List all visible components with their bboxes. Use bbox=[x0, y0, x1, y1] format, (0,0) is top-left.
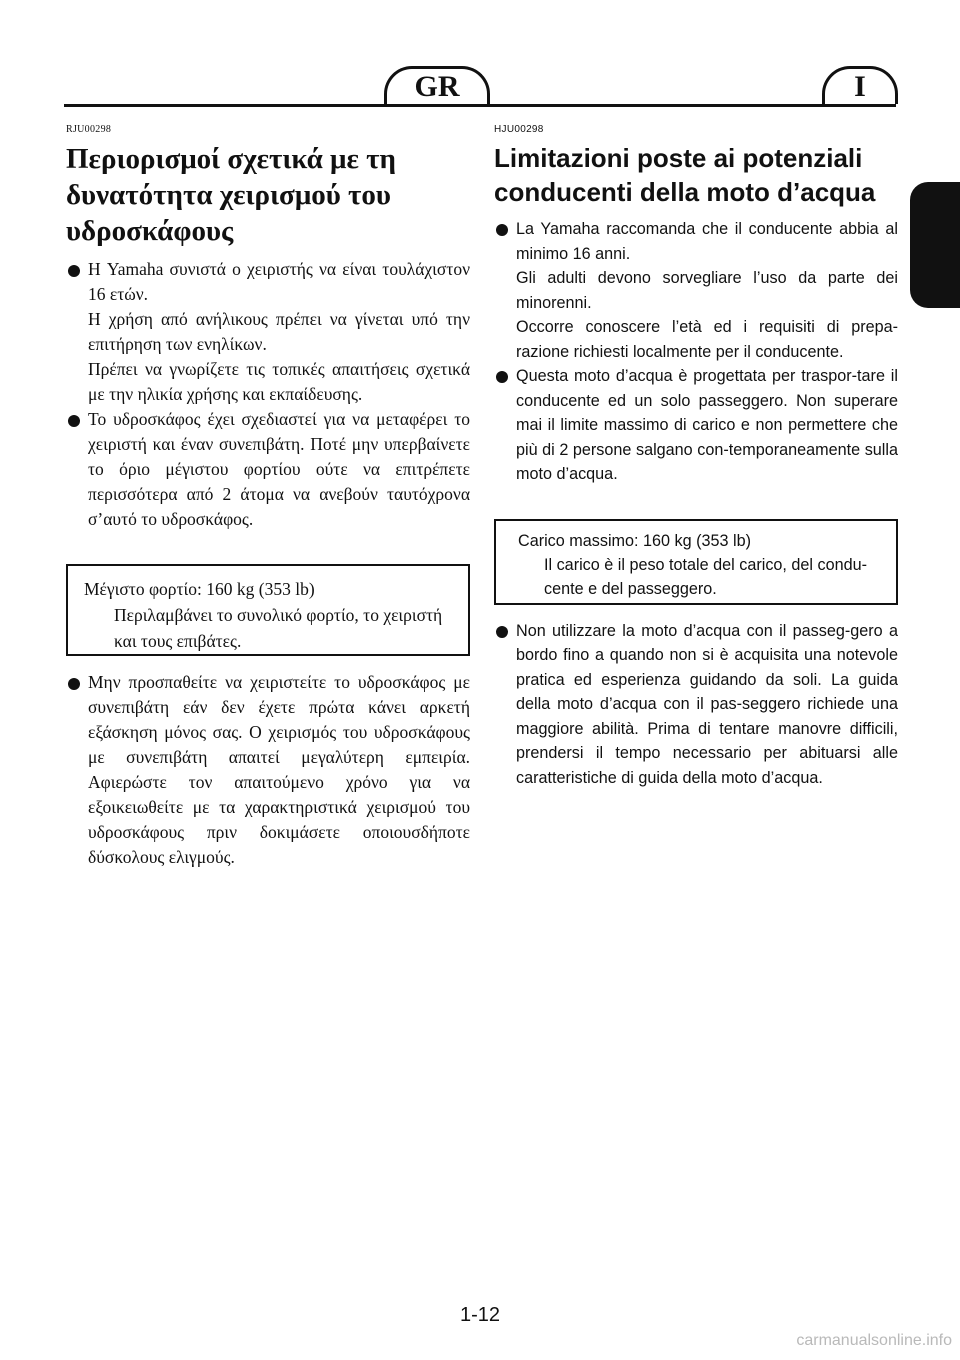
paragraph: Non utilizzare la moto d’acqua con il passeg-gero a bordo fino a quando non si è acquisita una notevole pratica ed esperienza guidando da soli. La guida della moto d’acqua con il pas-seggero richiede una maggiore abilità. Prima di tentare manovre difficili, prendersi il tempo necessario per abituarsi alle caratteristiche di guida della moto d’acqua. bbox=[516, 621, 898, 787]
paragraph: Occorre conoscere l’età ed i requisiti di prepa-razione richiesti localmente per il conducente. bbox=[516, 318, 898, 361]
watermark: carmanualsonline.info bbox=[796, 1332, 952, 1349]
max-load-box-gr bbox=[66, 564, 470, 656]
paragraph: Questa moto d’acqua è progettata per traspor-tare il conducente ed un solo passeggero. Non superare mai il limite massimo di carico e non permettere che più di 2 persone salgano con-temporaneamente sulla moto d’acqua. bbox=[516, 367, 898, 483]
paragraph: Gli adulti devono sorvegliare l’uso da parte dei minorenni. bbox=[516, 269, 898, 312]
max-load-note: Περιλαμβάνει το συνολικό φορτίο, το χειριστή και τους επιβάτες. bbox=[114, 605, 443, 651]
heading-line: υδροσκάφους bbox=[66, 215, 234, 247]
bullet-icon bbox=[496, 626, 508, 638]
section-heading-it bbox=[494, 141, 898, 209]
page-number: 1-12 bbox=[459, 1304, 501, 1326]
header-rule bbox=[64, 104, 896, 107]
bullet-item bbox=[66, 257, 470, 407]
italian-column bbox=[494, 124, 898, 790]
paragraph: Πρέπει να γνωρίζετε τις τοπικές απαιτήσεις σχετικά με την ηλικία χρήσης και εκπαίδευσης. bbox=[88, 359, 470, 404]
paragraph: La Yamaha raccomanda che il conducente abbia al minimo 16 anni. bbox=[516, 220, 898, 263]
bullet-item bbox=[494, 619, 898, 791]
section-code-it: HJU00298 bbox=[494, 124, 544, 135]
bullet-icon bbox=[496, 371, 508, 383]
language-tab-gr bbox=[384, 66, 490, 104]
greek-column bbox=[66, 124, 470, 870]
section-heading-gr bbox=[66, 141, 470, 249]
paragraph: Η Yamaha συνιστά ο χειριστής να είναι τουλάχιστον 16 ετών. bbox=[88, 259, 470, 304]
paragraph: Μην προσπαθείτε να χειριστείτε το υδροσκάφος με συνεπιβάτη εάν δεν έχετε πρώτα κάνει αρκετή εξάσκηση μόνος σας. Ο χειρισμός του υδροσκάφους με συνεπιβάτη απαιτεί μεγαλύτερη εμπειρία. Αφιερώστε τον απαιτούμενο χρόνο για να εξοικειωθείτε με τα χαρακτηριστικά χειρισμού του υδροσκάφους πριν δοκιμάσετε οποιουσδήποτε δύσκολους ελιγμούς. bbox=[88, 672, 470, 867]
bullet-icon bbox=[68, 415, 80, 427]
max-load-box-it bbox=[494, 519, 898, 605]
heading-line: Limitazioni poste ai potenziali bbox=[494, 143, 863, 173]
heading-line: δυνατότητα χειρισμού του bbox=[66, 179, 391, 211]
bullet-item bbox=[66, 670, 470, 870]
bullet-icon bbox=[68, 678, 80, 690]
heading-line: Περιορισμοί σχετικά με τη bbox=[66, 143, 396, 175]
language-tab-i bbox=[822, 66, 898, 104]
bullet-item bbox=[494, 364, 898, 487]
language-label-gr: GR bbox=[414, 69, 460, 103]
bullet-icon bbox=[496, 224, 508, 236]
max-load-note: Il carico è il peso totale del carico, del condu-cente e del passeggero. bbox=[544, 555, 868, 598]
section-code-gr: RJU00298 bbox=[66, 124, 112, 135]
chapter-side-tab bbox=[910, 182, 960, 308]
heading-line: conducenti della moto d’acqua bbox=[494, 177, 876, 207]
max-load-title: Carico massimo: 160 kg (353 lb) bbox=[518, 531, 752, 550]
bullet-item bbox=[66, 407, 470, 532]
bullet-item bbox=[494, 217, 898, 364]
paragraph: Η χρήση από ανήλικους πρέπει να γίνεται υπό την επιτήρηση των ενηλίκων. bbox=[88, 309, 470, 354]
language-label-i: I bbox=[854, 69, 866, 103]
paragraph: Το υδροσκάφος έχει σχεδιαστεί για να μεταφέρει το χειριστή και έναν συνεπιβάτη. Ποτέ μην υπερβαίνετε το όριο μέγιστου φορτίου ούτε να επιτρέπετε περισσότερα από 2 άτομα να ανεβούν ταυτόχρονα σ’αυτό το υδροσκάφος. bbox=[88, 409, 470, 529]
max-load-title: Μέγιστο φορτίο: 160 kg (353 lb) bbox=[84, 579, 315, 599]
bullet-icon bbox=[68, 265, 80, 277]
